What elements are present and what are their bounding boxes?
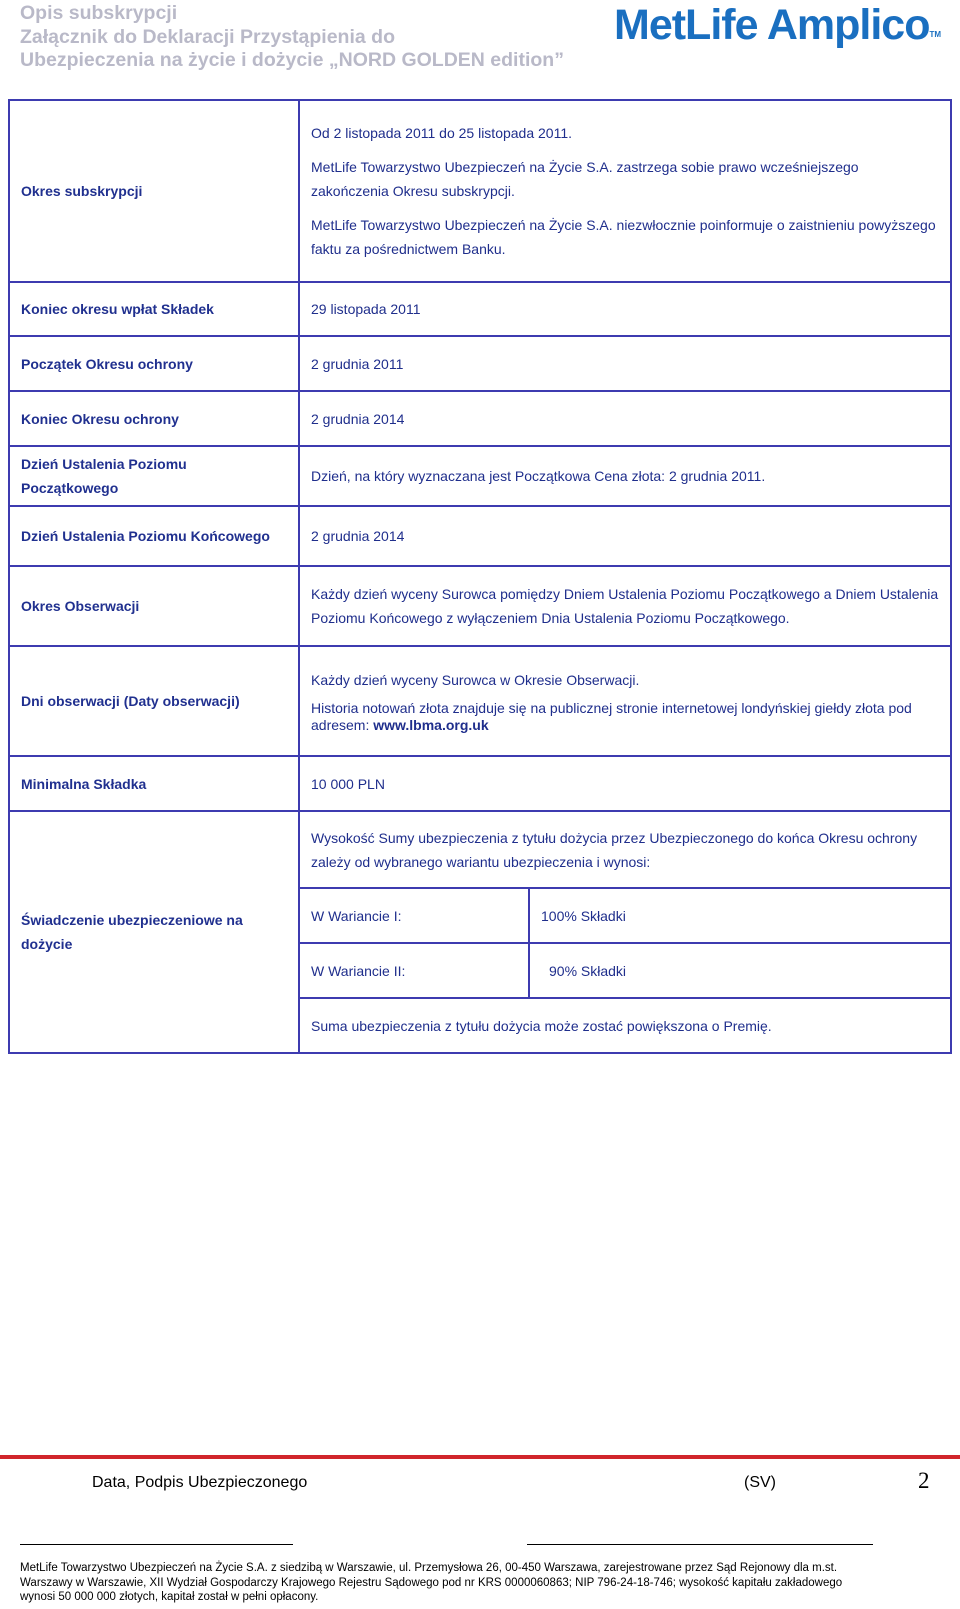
label-survival-benefit: Świadczenie ubezpieczeniowe na dożycie: [9, 811, 299, 1053]
row-subscription-period: [9, 100, 951, 282]
label-subscription-period: Okres subskrypcji: [9, 100, 299, 282]
footer-line-2: Warszawy w Warszawie, XII Wydział Gospodarczy Krajowego Rejestru Sądowego pod nr KRS 0000060863; NIP 796-24-18-746; wysokość kapitału zakładowego: [20, 1576, 843, 1589]
subscription-early-end-note: MetLife Towarzystwo Ubezpieczeń na Życie S.A. zastrzega sobie prawo wcześniejszego zakończenia Okresu subskrypcji.: [311, 159, 859, 199]
row-premium-end: [9, 282, 951, 336]
row-observation-period: [9, 566, 951, 646]
label-observation-days: Dni obserwacji (Daty obserwacji): [9, 646, 299, 756]
subscription-terms-table: [8, 99, 952, 1054]
row-initial-level-day: [9, 446, 951, 506]
value-initial-level-day: Dzień, na który wyznaczana jest Początkowa Cena złota: 2 grudnia 2011.: [299, 446, 951, 506]
subscription-dates: Od 2 listopada 2011 do 25 listopada 2011.: [311, 125, 573, 141]
logo-trademark: TM: [929, 30, 942, 39]
gold-price-history-note: [311, 700, 939, 734]
row-cover-start: [9, 336, 951, 391]
title-line-2: Załącznik do Deklaracji Przystąpienia do: [20, 25, 395, 48]
label-final-level-day: Dzień Ustalenia Poziomu Końcowego: [9, 506, 299, 566]
footer-line-3: wynosi 50 000 000 złotych, kapitał został w pełni opłacony.: [20, 1591, 319, 1603]
label-cover-end: Koniec Okresu ochrony: [9, 391, 299, 446]
sv-label: (SV): [744, 1474, 776, 1491]
label-cover-start: Początek Okresu ochrony: [9, 336, 299, 391]
signature-label: Data, Podpis Ubezpieczonego: [92, 1474, 308, 1491]
label-initial-level-day: Dzień Ustalenia Poziomu Początkowego: [9, 446, 299, 506]
observation-days-text: Każdy dzień wyceny Surowca w Okresie Obserwacji.: [311, 672, 640, 688]
variant-1-value: 100% Składki: [529, 888, 951, 943]
row-final-level-day: [9, 506, 951, 566]
row-cover-end: [9, 391, 951, 446]
lbma-link[interactable]: www.lbma.org.uk: [373, 717, 489, 733]
variant-1-name: W Wariancie I:: [299, 888, 529, 943]
row-min-premium: [9, 756, 951, 811]
signature-rule: [0, 1455, 960, 1459]
row-benefit-intro: [9, 811, 951, 888]
value-observation-period: Każdy dzień wyceny Surowca pomiędzy Dniem Ustalenia Poziomu Początkowego a Dniem Ustalenia Poziomu Końcowego z wyłączeniem Dnia Ustalenia Poziomu Początkowego.: [299, 566, 951, 646]
document-title: [20, 2, 620, 73]
value-observation-days: [299, 646, 951, 756]
date-signature-underline: [20, 1544, 293, 1545]
sv-underline: [527, 1544, 873, 1545]
value-cover-start: 2 grudnia 2011: [299, 336, 951, 391]
value-final-level-day: 2 grudnia 2014: [299, 506, 951, 566]
label-min-premium: Minimalna Składka: [9, 756, 299, 811]
subscription-notice-note: MetLife Towarzystwo Ubezpieczeń na Życie S.A. niezwłocznie poinformuje o zaistnieniu powyższego faktu za pośrednictwem Banku.: [311, 217, 936, 257]
title-line-3: Ubezpieczenia na życie i dożycie „NORD GOLDEN edition”: [20, 49, 564, 71]
footer-line-1: MetLife Towarzystwo Ubezpieczeń na Życie S.A. z siedzibą w Warszawie, ul. Przemysłowa 26, 00-450 Warszawa, zarejestrowane przez Sąd Rejonowy dla m.st.: [20, 1562, 838, 1574]
gold-history-text: Historia notowań złota znajduje się na publicznej stronie internetowej londyńskiej giełdy złota pod adresem:: [311, 700, 912, 733]
variant-2-value: 90% Składki: [529, 943, 951, 998]
company-footer: [20, 1561, 955, 1605]
value-premium-end: 29 listopada 2011: [299, 282, 951, 336]
logo-text: MetLife Amplico: [614, 1, 930, 49]
value-benefit-note: Suma ubezpieczenia z tytułu dożycia może zostać powiększona o Premię.: [299, 998, 951, 1053]
title-line-1: Opis subskrypcji: [20, 2, 178, 24]
value-cover-end: 2 grudnia 2014: [299, 391, 951, 446]
label-premium-end: Koniec okresu wpłat Składek: [9, 282, 299, 336]
value-subscription-period: [299, 100, 951, 282]
value-benefit-intro: Wysokość Sumy ubezpieczenia z tytułu dożycia przez Ubezpieczonego do końca Okresu ochrony zależy od wybranego wariantu ubezpieczenia i wynosi:: [299, 811, 951, 888]
label-observation-period: Okres Obserwacji: [9, 566, 299, 646]
metlife-amplico-logo: [614, 2, 944, 48]
variant-2-name: W Wariancie II:: [299, 943, 529, 998]
value-min-premium: 10 000 PLN: [299, 756, 951, 811]
page-number: 2: [918, 1468, 930, 1493]
row-observation-days: [9, 646, 951, 756]
